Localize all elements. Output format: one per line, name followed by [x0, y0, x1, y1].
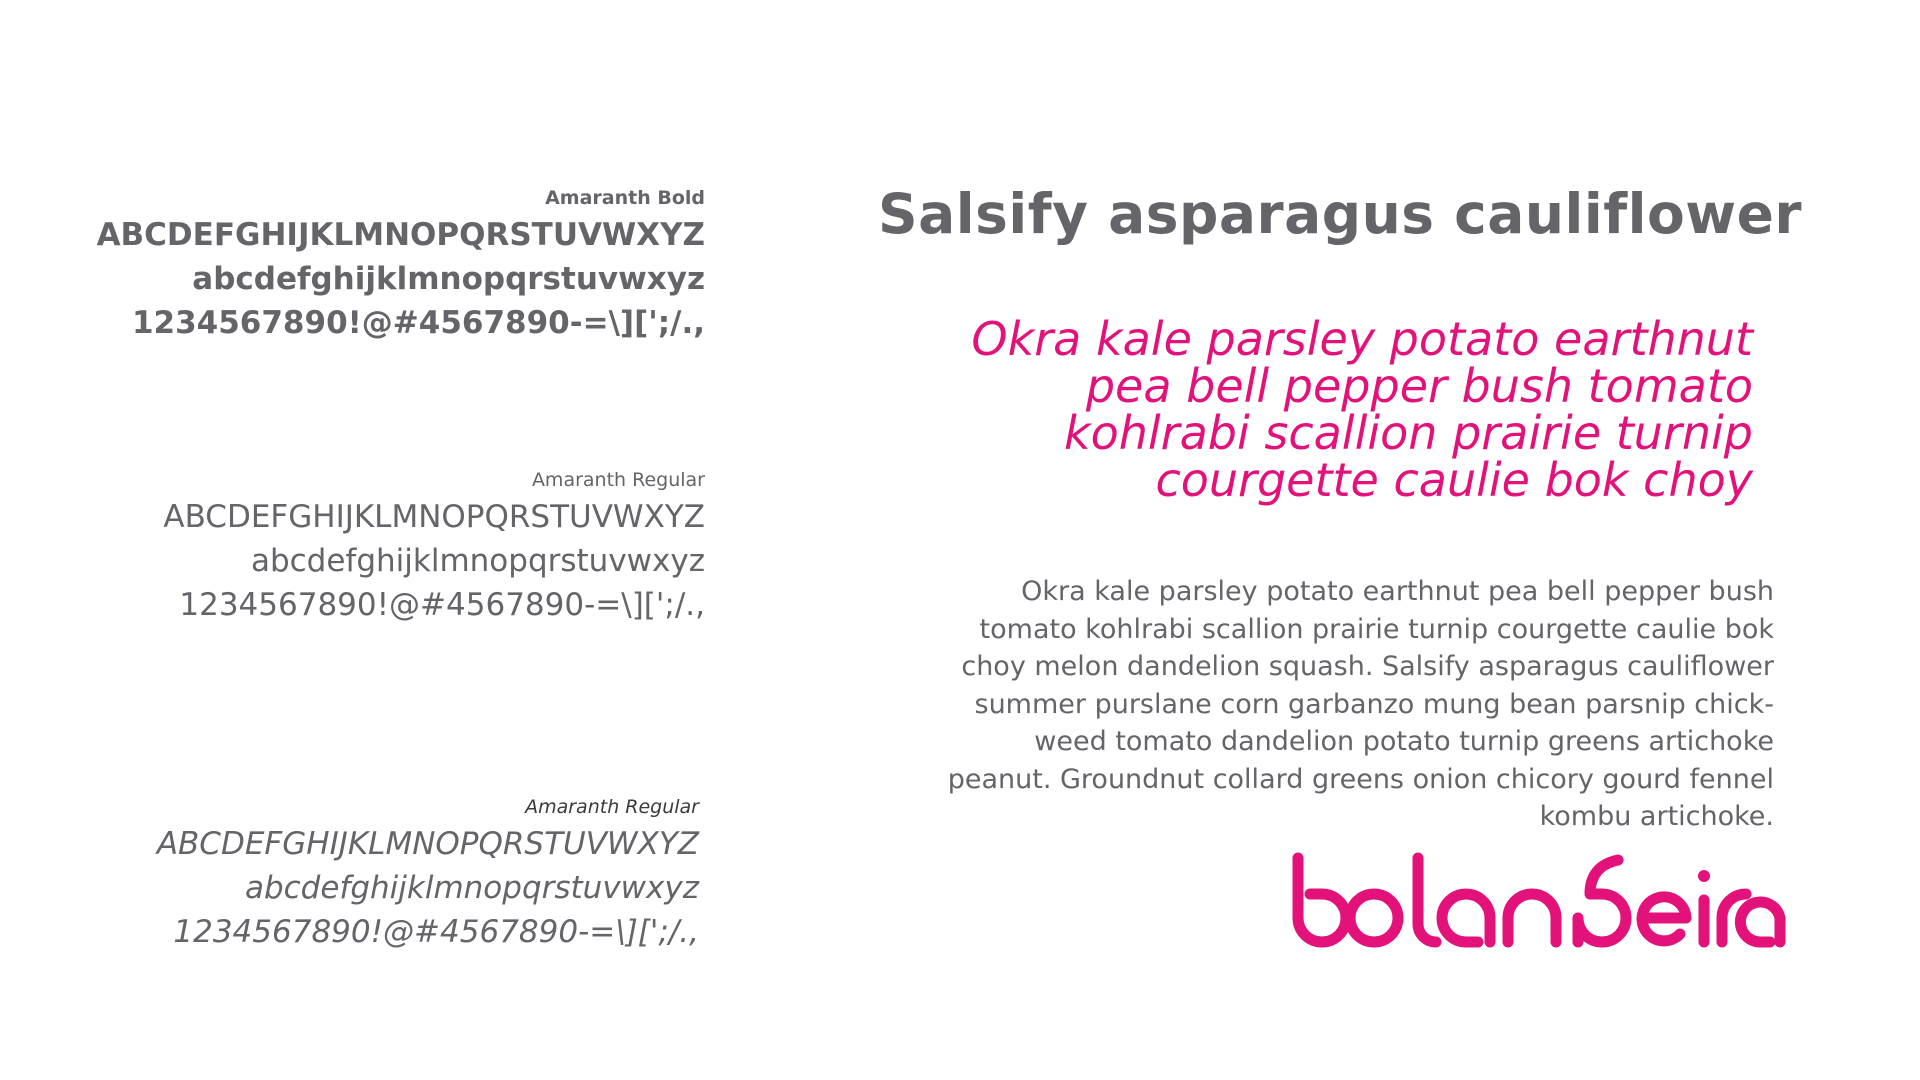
- body-line: kombu artichoke.: [1539, 801, 1774, 832]
- pink-italic-paragraph: [971, 312, 1753, 507]
- specimen-bold: [97, 187, 705, 345]
- specimen-title: Amaranth Regular: [525, 796, 699, 818]
- body-line: peanut. Groundnut collard greens onion chicory gourd fennel: [947, 763, 1774, 795]
- body-line: choy melon dandelion squash. Salsify asparagus cauliflower: [961, 651, 1774, 682]
- body-line: Okra kale parsley potato earthnut pea bell pepper bush: [1021, 576, 1774, 607]
- specimen-lowercase: abcdefghijklmnopqrstuvwxyz: [192, 261, 705, 297]
- body-line: weed tomato dandelion potato turnip greens artichoke: [1034, 726, 1774, 757]
- specimen-regular: [163, 469, 705, 627]
- specimen-numerals: 1234567890!@#4567890-=\][';/.,: [179, 587, 705, 623]
- pink-line: Okra kale parsley potato earthnut: [971, 312, 1753, 366]
- specimen-numerals: 1234567890!@#4567890-=\][';/.,: [173, 914, 699, 950]
- body-line: summer purslane corn garbanzo mung bean parsnip chick-: [974, 688, 1774, 720]
- pink-line: pea bell pepper bush tomato: [1085, 359, 1753, 413]
- specimen-title: Amaranth Bold: [545, 187, 705, 209]
- headline: Salsify asparagus cauliflower: [878, 182, 1802, 246]
- body-line: tomato kohlrabi scallion prairie turnip courgette caulie bok: [979, 613, 1774, 645]
- specimen-uppercase: ABCDEFGHIJKLMNOPQRSTUVWXYZ: [96, 217, 705, 253]
- specimen-title: Amaranth Regular: [531, 469, 705, 491]
- specimen-italic: [157, 796, 699, 954]
- body-paragraph: [948, 573, 1774, 836]
- specimen-lowercase: abcdefghijklmnopqrstuvwxyz: [250, 543, 705, 579]
- pink-line: kohlrabi scallion prairie turnip: [1063, 406, 1753, 460]
- specimen-numerals: 1234567890!@#4567890-=\][';/.,: [131, 305, 705, 341]
- bolandeira-logo-icon: [1290, 852, 1790, 952]
- specimen-lowercase: abcdefghijklmnopqrstuvwxyz: [244, 870, 699, 906]
- specimen-uppercase: ABCDEFGHIJKLMNOPQRSTUVWXYZ: [163, 499, 705, 535]
- specimen-uppercase: ABCDEFGHIJKLMNOPQRSTUVWXYZ: [156, 826, 699, 862]
- pink-line: courgette caulie bok choy: [1155, 453, 1753, 507]
